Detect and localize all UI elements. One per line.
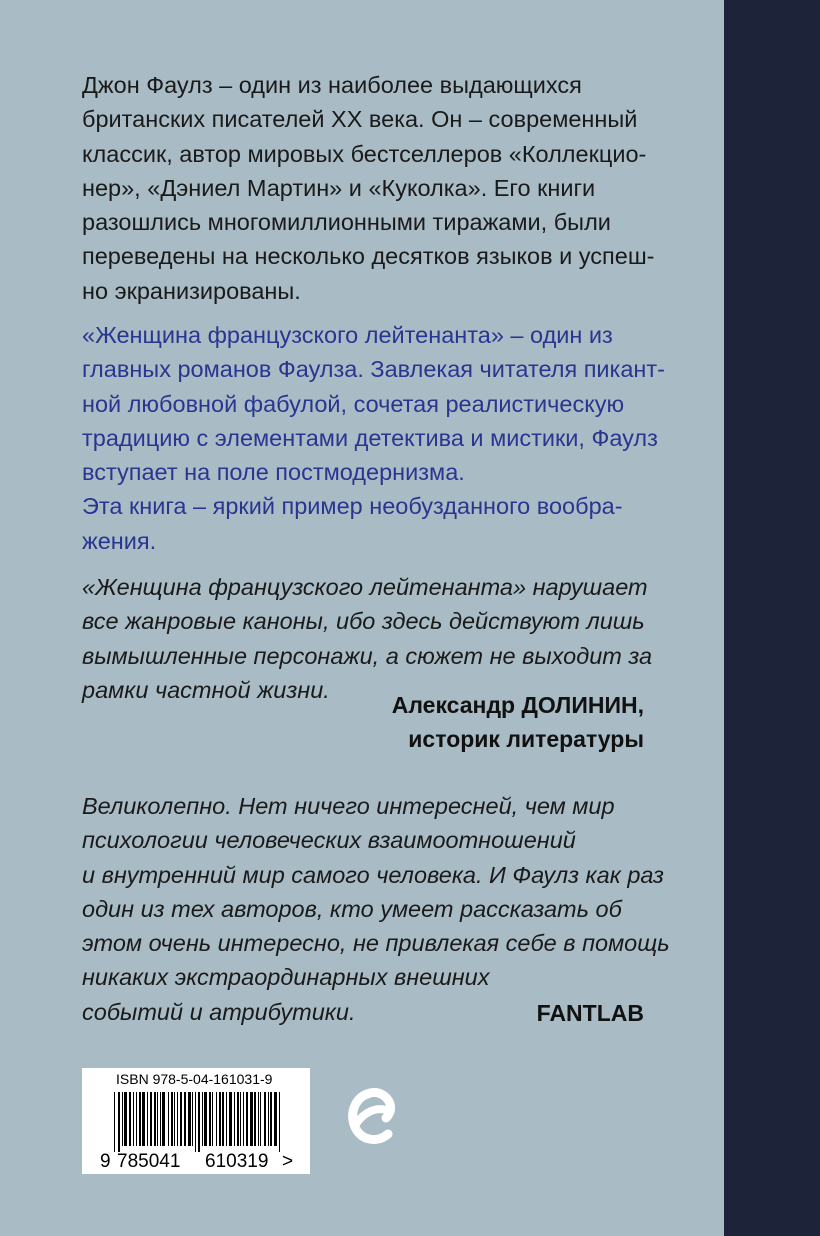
eksmo-logo-icon xyxy=(340,1080,404,1150)
reader-review xyxy=(82,789,682,1029)
text-line: психологии человеческих взаимоотношений xyxy=(82,827,576,854)
text-line: Джон Фаулз – один из наиболее выдающихся xyxy=(82,72,582,98)
author-description xyxy=(82,68,682,308)
text-line: традицию с элементами детектива и мистики, Фаулз xyxy=(82,424,658,451)
text-line: жения. xyxy=(82,527,157,554)
text-line: и внутренний мир самого человека. И Фаулз как раз xyxy=(82,861,664,888)
ean-digits-left: 785041 xyxy=(117,1151,181,1172)
text-line: ной любовной фабулой, сочетая реалистическую xyxy=(82,390,625,417)
text-line: «Женщина французского лейтенанта» – один из xyxy=(82,322,613,348)
ean-quiet-zone-marker: > xyxy=(282,1151,294,1172)
text-line: этом очень интересно, не привлекая себе в помощь xyxy=(82,930,670,957)
text-line: событий и атрибутики. xyxy=(82,998,356,1025)
quote-attribution xyxy=(392,688,644,756)
text-line: Эта книга – яркий пример необузданного вообра- xyxy=(82,493,623,520)
text-line: один из тех авторов, кто умеет рассказать об xyxy=(82,895,622,922)
book-annotation xyxy=(82,318,682,558)
attribution-title: историк литературы xyxy=(408,726,644,752)
ean-digits-right: 610319 xyxy=(205,1151,269,1172)
text-line: Великолепно. Нет ничего интересней, чем мир xyxy=(82,793,615,819)
text-line: но экранизированы. xyxy=(82,277,301,304)
review-source: FANTLAB xyxy=(536,1000,644,1026)
text-line: рамки частной жизни. xyxy=(82,676,330,703)
isbn-label: ISBN 978-5-04-161031-9 xyxy=(116,1071,273,1087)
attribution-name: Александр ДОЛИНИН, xyxy=(391,692,644,718)
text-line: никаких экстраординарных внешних xyxy=(82,964,490,991)
ean-digits xyxy=(82,1068,310,1174)
text-line: классик, автор мировых бестселлеров «Коллекцио- xyxy=(82,140,647,167)
text-line: «Женщина французского лейтенанта» нарушает xyxy=(82,574,648,600)
isbn-barcode-box xyxy=(82,1068,310,1174)
ean-digit-first: 9 xyxy=(100,1151,111,1172)
text-line: британских писателей XX века. Он – современный xyxy=(82,106,638,133)
text-line: главных романов Фаулза. Завлекая читателя пикант- xyxy=(82,356,665,383)
text-line: разошлись многомиллионными тиражами, были xyxy=(82,209,611,236)
book-spine xyxy=(724,0,820,1236)
text-line: все жанровые каноны, ибо здесь действуют лишь xyxy=(82,608,645,635)
text-line: нер», «Дэниел Мартин» и «Куколка». Его книги xyxy=(82,174,596,201)
text-line: переведены на несколько десятков языков и успеш- xyxy=(82,243,655,270)
critic-quote xyxy=(82,570,682,707)
text-line: вымышленные персонажи, а сюжет не выходит за xyxy=(82,642,653,669)
text-line: вступает на поле постмодернизма. xyxy=(82,459,465,486)
